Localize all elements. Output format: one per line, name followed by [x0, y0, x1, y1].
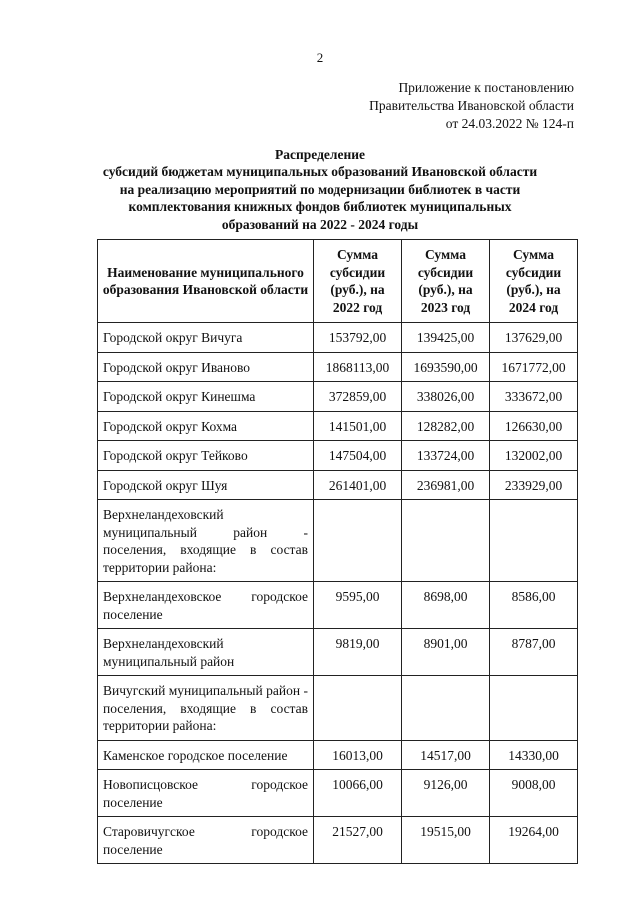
- table-row: [98, 629, 578, 676]
- title-line-2: субсидий бюджетам муниципальных образований Ивановской области: [102, 164, 538, 180]
- row-value-2023: 8901,00: [402, 629, 490, 676]
- row-name: Городской округ Кинешма: [98, 382, 314, 412]
- row-value-2023: 236981,00: [402, 470, 490, 500]
- row-value-2023: 8698,00: [402, 582, 490, 629]
- row-value-2024: 14330,00: [490, 740, 578, 770]
- row-name: Новописцовское городское поселение: [98, 770, 314, 817]
- header-municipality: Наименование муниципального образования Ивановской области: [98, 240, 314, 323]
- row-value-2024: 8586,00: [490, 582, 578, 629]
- row-name: Городской округ Тейково: [98, 441, 314, 471]
- table-row: [98, 582, 578, 629]
- row-value-2024: [490, 676, 578, 741]
- table-row: [98, 323, 578, 353]
- row-value-2023: 14517,00: [402, 740, 490, 770]
- row-value-2024: 9008,00: [490, 770, 578, 817]
- row-value-2022: 147504,00: [314, 441, 402, 471]
- table-row: [98, 411, 578, 441]
- row-value-2024: 333672,00: [490, 382, 578, 412]
- table-row: [98, 676, 578, 741]
- row-value-2022: 153792,00: [314, 323, 402, 353]
- row-value-2022: 1868113,00: [314, 352, 402, 382]
- row-name: Каменское городское поселение: [98, 740, 314, 770]
- table-row: [98, 441, 578, 471]
- header-2022: Сумма субсидии (руб.), на 2022 год: [314, 240, 402, 323]
- row-value-2024: 126630,00: [490, 411, 578, 441]
- table-row: [98, 740, 578, 770]
- table-row: [98, 470, 578, 500]
- row-value-2023: 1693590,00: [402, 352, 490, 382]
- row-name: Верхнеландеховский муниципальный район - поселения, входящие в состав территории района:: [98, 500, 314, 582]
- table-row: [98, 500, 578, 582]
- row-value-2023: 9126,00: [402, 770, 490, 817]
- appendix-line-2: Правительства Ивановской области: [369, 98, 574, 113]
- row-value-2023: [402, 676, 490, 741]
- row-value-2022: 9595,00: [314, 582, 402, 629]
- row-value-2024: 137629,00: [490, 323, 578, 353]
- row-name: Городской округ Вичуга: [98, 323, 314, 353]
- row-value-2024: [490, 500, 578, 582]
- appendix-block: [369, 79, 574, 133]
- row-value-2023: [402, 500, 490, 582]
- row-name: Городской округ Иваново: [98, 352, 314, 382]
- row-name: Старовичугское городское поселение: [98, 817, 314, 864]
- document-title: [70, 146, 570, 233]
- header-2023: Сумма субсидии (руб.), на 2023 год: [402, 240, 490, 323]
- row-value-2024: 19264,00: [490, 817, 578, 864]
- appendix-line-3: от 24.03.2022 № 124-п: [445, 116, 574, 131]
- row-name: Верхнеландеховское городское поселение: [98, 582, 314, 629]
- title-line-5: образований на 2022 - 2024 годы: [221, 216, 419, 232]
- row-name: Городской округ Шуя: [98, 470, 314, 500]
- header-2024: Сумма субсидии (руб.), на 2024 год: [490, 240, 578, 323]
- appendix-line-1: Приложение к постановлению: [398, 80, 574, 95]
- table-row: [98, 382, 578, 412]
- row-value-2023: 338026,00: [402, 382, 490, 412]
- title-line-4: комплектования книжных фондов библиотек муниципальных: [128, 199, 512, 215]
- row-name: Городской округ Кохма: [98, 411, 314, 441]
- row-value-2022: 10066,00: [314, 770, 402, 817]
- row-value-2023: 128282,00: [402, 411, 490, 441]
- row-value-2022: 372859,00: [314, 382, 402, 412]
- row-value-2022: 21527,00: [314, 817, 402, 864]
- row-value-2022: [314, 500, 402, 582]
- row-value-2024: 1671772,00: [490, 352, 578, 382]
- row-value-2023: 139425,00: [402, 323, 490, 353]
- row-value-2022: 9819,00: [314, 629, 402, 676]
- row-value-2022: [314, 676, 402, 741]
- row-value-2024: 8787,00: [490, 629, 578, 676]
- row-name: Вичугский муниципальный район - поселения, входящие в состав территории района:: [98, 676, 314, 741]
- row-value-2024: 132002,00: [490, 441, 578, 471]
- table-header-row: [98, 240, 578, 323]
- row-value-2022: 261401,00: [314, 470, 402, 500]
- table-row: [98, 352, 578, 382]
- page-number: 2: [316, 50, 324, 65]
- row-name: Верхнеландеховский муниципальный район: [98, 629, 314, 676]
- row-value-2023: 133724,00: [402, 441, 490, 471]
- table-row: [98, 770, 578, 817]
- row-value-2022: 16013,00: [314, 740, 402, 770]
- title-line-3: на реализацию мероприятий по модернизации библиотек в части: [119, 181, 521, 197]
- title-line-1: Распределение: [274, 147, 366, 162]
- row-value-2023: 19515,00: [402, 817, 490, 864]
- row-value-2022: 141501,00: [314, 411, 402, 441]
- subsidies-table: [97, 239, 578, 864]
- row-value-2024: 233929,00: [490, 470, 578, 500]
- table-row: [98, 817, 578, 864]
